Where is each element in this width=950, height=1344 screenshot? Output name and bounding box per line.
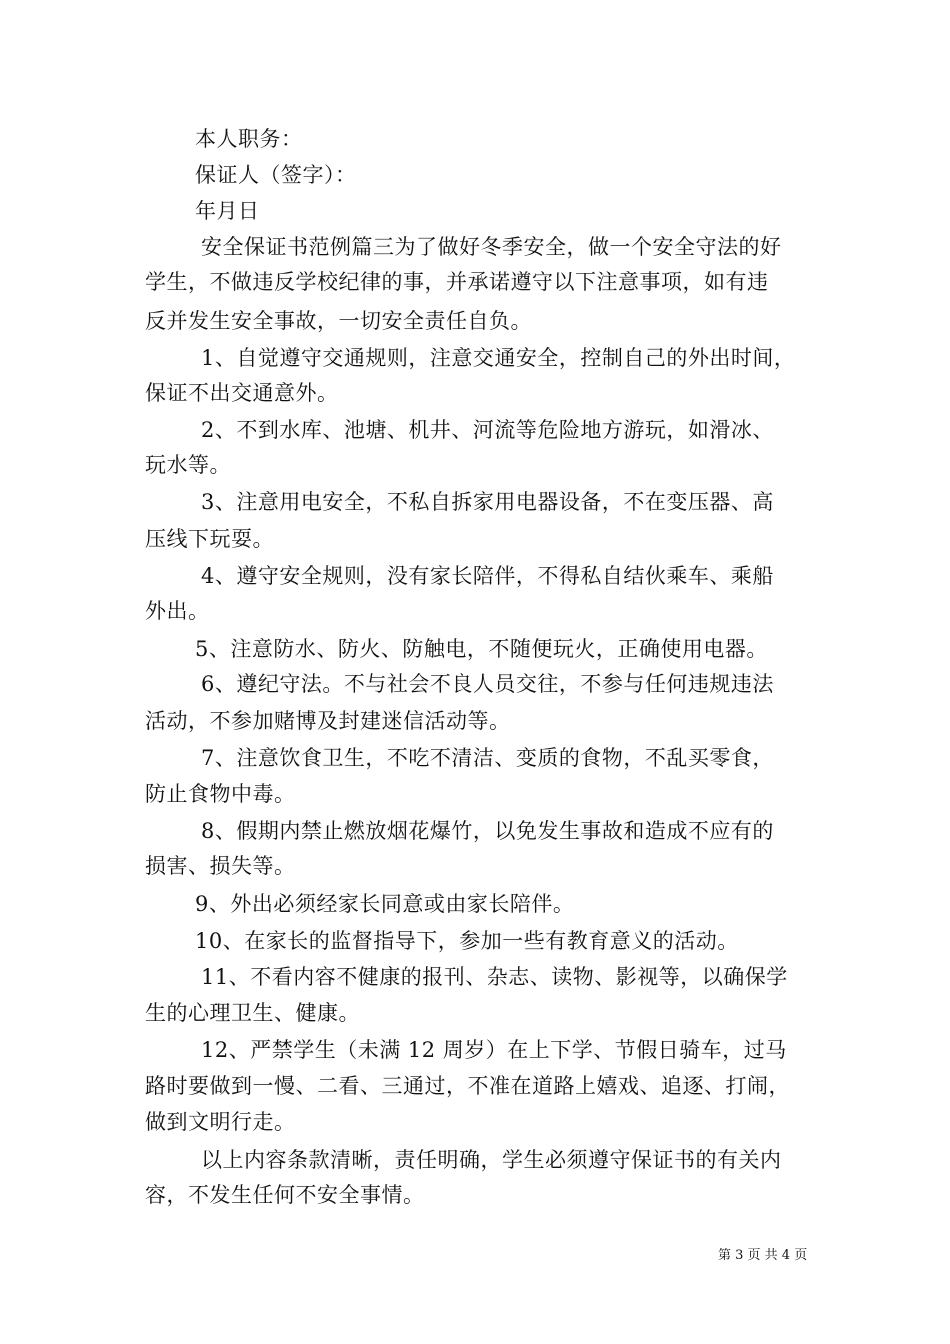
text-line: 2、不到水库、池塘、机井、河流等危险地方游玩，如滑冰、 bbox=[201, 418, 774, 442]
text-line: 安全保证书范例篇三为了做好冬季安全，做一个安全守法的好 bbox=[201, 235, 782, 259]
text-line: 10、在家长的监督指导下，参加一些有教育意义的活动。 bbox=[195, 929, 739, 953]
text-line: 玩水等。 bbox=[145, 453, 231, 477]
page-number-footer: 第 3 页 共 4 页 bbox=[718, 1248, 808, 1263]
text-line: 7、注意饮食卫生，不吃不清洁、变质的食物，不乱买零食， bbox=[201, 746, 774, 770]
text-line: 年月日 bbox=[195, 199, 260, 223]
text-line: 6、遵纪守法。不与社会不良人员交往，不参与任何违规违法 bbox=[201, 672, 774, 696]
text-line: 本人职务： bbox=[195, 127, 303, 151]
text-line: 损害、损失等。 bbox=[145, 854, 296, 878]
text-line: 生的心理卫生、健康。 bbox=[145, 1001, 360, 1025]
text-line: 4、遵守安全规则，没有家长陪伴，不得私自结伙乘车、乘船 bbox=[201, 564, 774, 588]
text-line: 做到文明行走。 bbox=[145, 1110, 296, 1134]
text-line: 外出。 bbox=[145, 599, 210, 623]
text-line: 1、自觉遵守交通规则，注意交通安全，控制自己的外出时间， bbox=[201, 346, 796, 370]
text-line: 12、严禁学生（未满 12 周岁）在上下学、节假日骑车，过马 bbox=[201, 1038, 787, 1062]
text-line: 容，不发生任何不安全事情。 bbox=[145, 1183, 425, 1207]
text-line: 11、不看内容不健康的报刊、杂志、读物、影视等，以确保学 bbox=[201, 965, 788, 989]
text-line: 压线下玩耍。 bbox=[145, 527, 274, 551]
text-line: 路时要做到一慢、二看、三通过，不准在道路上嬉戏、追逐、打闹， bbox=[145, 1074, 790, 1098]
text-line: 9、外出必须经家长同意或由家长陪伴。 bbox=[195, 892, 575, 916]
text-line: 活动，不参加赌博及封建迷信活动等。 bbox=[145, 709, 511, 733]
text-line: 保证人（签字）： bbox=[195, 163, 357, 187]
text-line: 8、假期内禁止燃放烟花爆竹，以免发生事故和造成不应有的 bbox=[201, 819, 774, 843]
text-line: 学生，不做违反学校纪律的事，并承诺遵守以下注意事项，如有违 bbox=[145, 270, 769, 294]
text-line: 反并发生安全事故，一切安全责任自负。 bbox=[145, 309, 532, 333]
text-line: 保证不出交通意外。 bbox=[145, 381, 339, 405]
text-line: 3、注意用电安全，不私自拆家用电器设备，不在变压器、高 bbox=[201, 490, 774, 514]
text-line: 5、注意防水、防火、防触电，不随便玩火，正确使用电器。 bbox=[195, 637, 768, 661]
text-line: 以上内容条款清晰，责任明确，学生必须遵守保证书的有关内 bbox=[201, 1148, 782, 1172]
text-line: 防止食物中毒。 bbox=[145, 782, 296, 806]
